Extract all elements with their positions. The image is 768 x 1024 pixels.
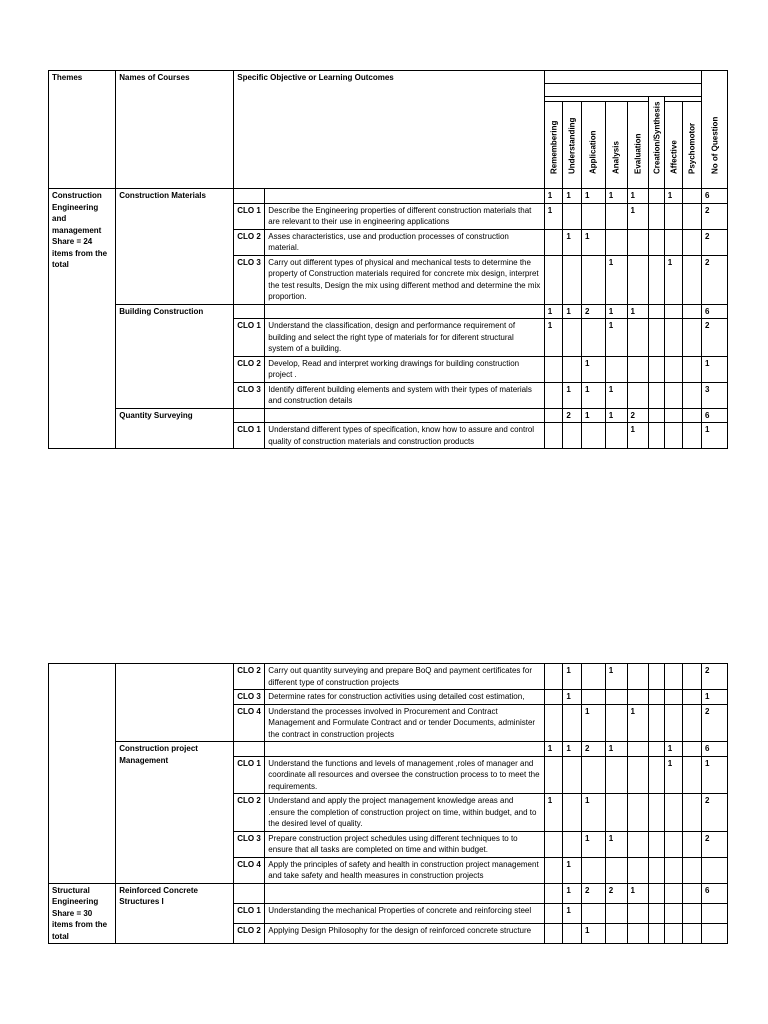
level-count: 1 [563,883,582,903]
clo-description: Understand different types of specification, know how to assure and control quality of construction materials and construction products [265,423,544,449]
level-count: 1 [605,319,627,357]
level-count [683,229,702,255]
level-count [627,356,649,382]
level-count: 1 [563,304,582,319]
level-count [664,903,683,923]
level-count [627,742,649,757]
level-count: 1 [627,883,649,903]
level-count [664,408,683,423]
level-count [649,831,665,857]
theme-cell: Construction Engineering and management Share = 24 items from the total [49,189,116,449]
clo-code: CLO 1 [234,203,265,229]
course-row [49,189,728,204]
clo-description: Carry out different types of physical and mechanical tests to determine the property of Construction materials required for concrete mix design, interpret the test results, Design the mix using different method and determine the mix proportion. [265,255,544,304]
level-count: 1 [605,255,627,304]
level-count [563,423,582,449]
level-count [605,756,627,794]
level-count [664,319,683,357]
level-count [683,923,702,943]
clo-code: CLO 3 [234,831,265,857]
level-count [664,831,683,857]
level-count [649,883,665,903]
level-count [627,229,649,255]
level-count: 1 [605,742,627,757]
clo-code: CLO 1 [234,756,265,794]
clo-code: CLO 1 [234,423,265,449]
clo-description: Understanding the mechanical Properties of concrete and reinforcing steel [265,903,544,923]
level-count: 1 [627,704,649,742]
level-count [605,704,627,742]
level-count: 1 [582,356,606,382]
level-count [605,229,627,255]
clo-description: Identify different building elements and system with their types of materials and construction details [265,382,544,408]
level-count: 1 [605,189,627,204]
level-count: 1 [563,189,582,204]
level-count [649,756,665,794]
level-count: 2 [563,408,582,423]
level-count [605,690,627,705]
level-count [664,382,683,408]
level-count: 2 [582,742,606,757]
question-count: 1 [702,690,728,705]
level-count [649,203,665,229]
level-count: 1 [544,319,563,357]
question-count: 2 [702,704,728,742]
level-count [683,408,702,423]
level-count: 1 [664,742,683,757]
level-count [649,408,665,423]
clo-code: CLO 4 [234,857,265,883]
level-count [544,756,563,794]
level-count [664,883,683,903]
level-count [627,903,649,923]
level-count: 1 [582,704,606,742]
level-count [627,831,649,857]
level-header-remembering: Remembering [544,102,563,189]
level-count [649,903,665,923]
level-count: 1 [605,831,627,857]
level-count [664,857,683,883]
clo-description [265,304,544,319]
level-count [544,382,563,408]
level-count: 1 [563,903,582,923]
level-count: 1 [544,742,563,757]
clo-code: CLO 4 [234,704,265,742]
level-count [664,690,683,705]
level-count [649,382,665,408]
level-count [649,423,665,449]
level-count [544,255,563,304]
level-count [627,319,649,357]
level-count: 1 [664,756,683,794]
level-count [563,255,582,304]
level-count [563,203,582,229]
level-count [563,356,582,382]
level-count [544,690,563,705]
level-count: 1 [605,382,627,408]
level-count: 1 [605,664,627,690]
clo-code: CLO 2 [234,794,265,832]
level-count [649,319,665,357]
clo-description [265,742,544,757]
level-count [544,704,563,742]
level-count [664,704,683,742]
courses-header: Names of Courses [116,71,234,189]
level-count [649,255,665,304]
course-row [49,304,728,319]
level-count: 1 [605,408,627,423]
level-header-blank-2 [544,84,701,97]
clo-description: Carry out quantity surveying and prepare BoQ and payment certificates for different type of construction projects [265,664,544,690]
course-name: Building Construction [116,304,234,408]
level-header-psychomotor: Psychomotor [683,102,702,189]
level-count [683,356,702,382]
level-count [544,831,563,857]
level-header-creation: Creation/Synthesis [649,97,665,189]
level-count: 1 [563,857,582,883]
level-count [683,857,702,883]
level-count [605,794,627,832]
level-count [544,423,563,449]
level-count [563,923,582,943]
level-count [563,794,582,832]
level-count: 1 [627,423,649,449]
level-count: 2 [627,408,649,423]
level-count: 1 [582,831,606,857]
level-count [649,664,665,690]
level-count [683,883,702,903]
level-count [683,690,702,705]
level-count [563,756,582,794]
question-count: 6 [702,742,728,757]
level-count [627,923,649,943]
level-count [683,831,702,857]
level-count [627,690,649,705]
question-count: 3 [702,382,728,408]
clo-code: CLO 3 [234,382,265,408]
course-name: Construction Materials [116,189,234,305]
question-count: 2 [702,229,728,255]
level-count: 1 [627,304,649,319]
clo-code: CLO 2 [234,923,265,943]
course-row [49,408,728,423]
level-count: 1 [582,794,606,832]
outcomes-table-page-2 [48,663,728,944]
level-header-evaluation: Evaluation [627,102,649,189]
level-count [649,794,665,832]
question-count: 2 [702,794,728,832]
level-count: 1 [582,189,606,204]
outcomes-table-page-1 [48,70,728,449]
level-count [544,229,563,255]
level-count [605,903,627,923]
clo-description: Apply the principles of safety and health in construction project management and take safety and health measures in construction projects [265,857,544,883]
level-count [582,857,606,883]
level-count [605,423,627,449]
level-count [664,664,683,690]
level-header-analysis: Analysis [605,102,627,189]
level-count [582,756,606,794]
level-count [582,664,606,690]
clo-description [265,883,544,903]
level-count [683,203,702,229]
clo-code: CLO 2 [234,356,265,382]
question-count: 6 [702,304,728,319]
level-count [664,304,683,319]
clo-code: CLO 2 [234,229,265,255]
level-count [683,742,702,757]
level-count [605,203,627,229]
level-count [649,304,665,319]
level-count [605,857,627,883]
level-count [605,356,627,382]
level-count [664,356,683,382]
objective-header: Specific Objective or Learning Outcomes [234,71,545,189]
level-count [664,794,683,832]
level-count [544,883,563,903]
level-count [627,857,649,883]
clo-code: CLO 3 [234,690,265,705]
level-count [683,903,702,923]
clo-description: Applying Design Philosophy for the design of reinforced concrete structure [265,923,544,943]
level-count [582,319,606,357]
level-count [627,794,649,832]
level-count [582,423,606,449]
level-count [605,923,627,943]
course-name: Quantity Surveying [116,408,234,449]
level-count: 1 [563,742,582,757]
clo-description: Prepare construction project schedules using different techniques to to ensure that all tasks are completed on time and within budget. [265,831,544,857]
level-count: 1 [582,229,606,255]
clo-description [265,408,544,423]
level-count: 1 [544,189,563,204]
level-count [627,382,649,408]
level-count [544,664,563,690]
level-count: 1 [582,923,606,943]
level-count [683,423,702,449]
level-count [664,203,683,229]
level-count [664,423,683,449]
course-name: Construction project Management [116,742,234,884]
question-count: 1 [702,423,728,449]
level-header-blank-1 [544,71,701,84]
level-count [664,229,683,255]
level-header-no-of-question: No of Question [702,71,728,189]
level-count [582,903,606,923]
clo-description: Understand the processes involved in Procurement and Contract Management and Formulate Contract and or tender Documents, administer the contract in construction projects [265,704,544,742]
level-count [649,704,665,742]
level-count: 1 [544,794,563,832]
course-row [49,883,728,903]
level-count: 2 [605,883,627,903]
level-count [649,229,665,255]
clo-code [234,189,265,204]
clo-code: CLO 1 [234,319,265,357]
level-count [582,203,606,229]
level-count [683,704,702,742]
level-count: 1 [563,229,582,255]
clo-description: Develop, Read and interpret working drawings for building construction project . [265,356,544,382]
level-count [649,356,665,382]
clo-code [234,742,265,757]
level-count [683,319,702,357]
level-header-application: Application [582,102,606,189]
clo-row [49,664,728,690]
course-name-continued [116,664,234,742]
level-count [544,903,563,923]
level-count [683,664,702,690]
level-count [683,189,702,204]
level-header-understanding: Understanding [563,102,582,189]
clo-description: Understand and apply the project management knowledge areas and .ensure the completion of construction project on time, within budget, and to the desired level of quality. [265,794,544,832]
question-count: 1 [702,756,728,794]
clo-description: Understand the functions and levels of management ,roles of manager and coordinate all resources and oversee the construction process to to meet the requirements. [265,756,544,794]
clo-description: Determine rates for construction activities using detailed cost estimation, [265,690,544,705]
level-count [683,382,702,408]
question-count [702,903,728,923]
clo-description: Asses characteristics, use and production processes of construction material. [265,229,544,255]
level-count: 1 [582,382,606,408]
clo-description: Describe the Engineering properties of different construction materials that are relevant to their use in engineering applications [265,203,544,229]
level-count [664,923,683,943]
level-count [683,255,702,304]
question-count: 2 [702,319,728,357]
level-count: 1 [563,664,582,690]
course-row [49,742,728,757]
question-count: 6 [702,408,728,423]
clo-code: CLO 1 [234,903,265,923]
level-count [563,831,582,857]
theme-cell-continued [49,664,116,884]
level-count [627,255,649,304]
question-count: 1 [702,356,728,382]
level-count [649,189,665,204]
level-count [544,356,563,382]
level-count: 1 [605,304,627,319]
level-count: 2 [582,883,606,903]
question-count: 2 [702,831,728,857]
level-count: 1 [582,408,606,423]
level-header-affective: Affective [664,102,683,189]
question-count: 2 [702,203,728,229]
theme-cell: Structural Engineering Share = 30 items from the total [49,883,116,944]
level-count [649,857,665,883]
clo-code [234,408,265,423]
level-count [544,923,563,943]
level-count [683,304,702,319]
level-count [649,742,665,757]
level-count [683,756,702,794]
level-count: 1 [563,382,582,408]
clo-description [265,189,544,204]
question-count: 2 [702,255,728,304]
level-count: 1 [627,203,649,229]
level-count [582,255,606,304]
course-name: Reinforced Concrete Structures I [116,883,234,944]
level-count [627,664,649,690]
level-count [563,319,582,357]
level-count [683,794,702,832]
level-count: 1 [544,203,563,229]
level-count: 1 [544,304,563,319]
level-count: 1 [563,690,582,705]
question-count: 2 [702,664,728,690]
level-count [649,690,665,705]
clo-code: CLO 2 [234,664,265,690]
level-count [582,690,606,705]
question-count: 6 [702,189,728,204]
level-count: 1 [627,189,649,204]
question-count: 6 [702,883,728,903]
level-count [627,756,649,794]
level-count [544,857,563,883]
clo-code [234,883,265,903]
level-count: 1 [664,189,683,204]
level-count: 1 [664,255,683,304]
level-count [544,408,563,423]
question-count [702,857,728,883]
themes-header: Themes [49,71,116,189]
clo-description: Understand the classification, design and performance requirement of building and select the right type of materials for for diferent structural system of a building. [265,319,544,357]
level-count [649,923,665,943]
level-count: 2 [582,304,606,319]
question-count [702,923,728,943]
clo-code [234,304,265,319]
clo-code: CLO 3 [234,255,265,304]
level-count [563,704,582,742]
